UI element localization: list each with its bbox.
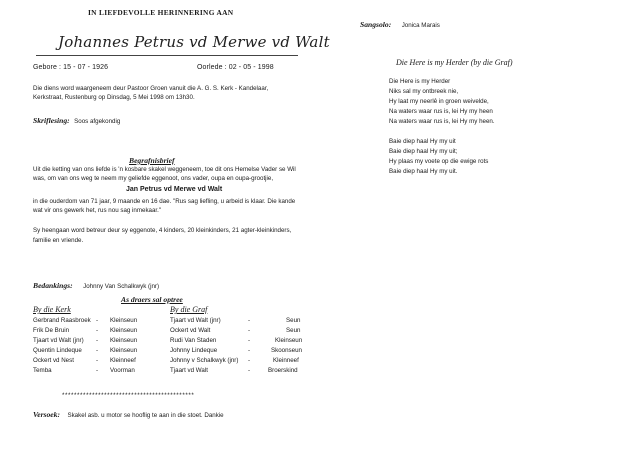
grave-bearer-name: Johnny Lindeque [170,347,218,354]
burial-line-1: Uit die ketting van ons liefde is 'n kosbare skakel weggeneem, toe dit ons Hemelse Vader se Wil [33,166,296,173]
church-bearer-dash: - [96,337,99,344]
burial-title: Begrafnisbrief [129,156,175,165]
grave-bearer-name: Rudi Van Staden [170,337,217,344]
church-header: By die Kerk [33,305,71,314]
thanks-row [33,275,159,293]
solo-text: Jonica Marais [401,22,440,29]
church-bearer-name: Frik De Bruin [33,327,70,334]
bearers-title: As draers sal optree [121,295,183,304]
poem-line: Na waters waar rus is, lei Hy my heen [389,108,493,115]
poem-line: Hy plaas my voete op die ewige rots [389,158,489,165]
church-bearer-name: Ockert vd Nest [33,357,74,364]
church-bearer-relation: Kleinneef [110,357,136,364]
age-line-2: wat vir ons gewerk het, rus nou sag inmekaar." [33,207,162,214]
church-bearer-name: Quentin Lindeque [33,347,82,354]
grave-bearer-relation: Kleinseun [275,337,303,344]
grave-bearer-name: Tjaart vd Walt [170,367,208,374]
scripture-text: Soos afgekondig [74,118,121,125]
deceased-name: Johannes Petrus vd Merwe vd Walt [58,33,330,51]
grave-bearer-name: Johnny v Schalkwyk (jnr) [170,357,239,364]
scripture-row [33,110,120,128]
church-bearer-relation: Kleinseun [110,347,138,354]
poem-line: Hy laat my neerlê in groen weivelde, [389,98,489,105]
grave-bearer-dash: - [248,357,251,364]
grave-bearer-relation: Seun [286,317,301,324]
church-bearer-dash: - [96,367,99,374]
name-divider [36,55,298,56]
request-row [33,404,224,422]
solo-label: Sangsolo: [360,20,392,29]
church-bearer-relation: Kleinseun [110,317,138,324]
thanks-text: Johnny Van Schalkwyk (jnr) [83,283,160,290]
death-date: Oorlede : 02 - 05 - 1998 [197,64,274,71]
grave-bearer-dash: - [248,337,251,344]
church-bearer-dash: - [96,327,99,334]
grave-bearer-dash: - [248,317,251,324]
request-label: Versoek: [33,410,60,419]
poem-line: Baie diep haal Hy my uit; [389,148,458,155]
request-text: Skakel asb. u motor se hooflig te aan in die stoet. Dankie [67,412,224,419]
service-line-2: Kerkstraat, Rustenburg op Dinsdag, 5 Mei 1998 om 13h30. [33,94,195,101]
poem-title: Die Here is my Herder (by die Graf) [396,58,513,67]
memorial-heading: IN LIEFDEVOLLE HERINNERING AAN [88,8,234,17]
grave-bearer-dash: - [248,347,251,354]
grave-bearer-name: Ockert vd Walt [170,327,211,334]
church-bearer-name: Tjaart vd Walt (jnr) [33,337,84,344]
grave-bearer-name: Tjaart vd Walt (jnr) [170,317,221,324]
grave-bearer-relation: Broerskind [268,367,298,374]
church-bearer-relation: Kleinseun [110,337,138,344]
poem-line: Na waters waar rus is, lei Hy my heen. [389,118,495,125]
church-bearer-relation: Voorman [110,367,135,374]
church-bearer-dash: - [96,347,99,354]
poem-line: Die Here is my Herder [389,78,451,85]
solo-row [360,14,440,32]
scripture-label: Skriflesing: [33,116,70,125]
grave-bearer-dash: - [248,367,251,374]
church-bearer-name: Gerbrand Raasbroek [33,317,91,324]
thanks-label: Bedankings: [33,281,73,290]
age-line-1: in die ouderdom van 71 jaar, 9 maande en 16 dae. "Rus sag liefling, u arbeid is klaar. Die kande [33,198,296,205]
church-bearer-dash: - [96,357,99,364]
burial-line-2: was, om van ons weg te neem my geliefde eggenoot, ons vader, oupa en oupa-grootjie, [33,175,274,182]
church-bearer-name: Temba [33,367,52,374]
church-bearer-relation: Kleinseun [110,327,138,334]
mourn-line-1: Sy heengaan word betreur deur sy eggenote, 4 kinders, 20 kleinkinders, 21 agter-kleinkinders, [33,227,292,234]
poem-line: Niks sal my ontbreek nie, [389,88,459,95]
burial-name: Jan Petrus vd Merwe vd Walt [126,186,223,193]
grave-bearer-relation: Kleinneef [273,357,299,364]
star-divider: ******************************************** [62,392,195,399]
grave-bearer-relation: Seun [286,327,301,334]
service-line-1: Die diens word waargeneem deur Pastoor Groen vanuit die A. G. S. Kerk - Kandelaar, [33,85,269,92]
poem-line: Baie diep haal Hy my uit. [389,168,458,175]
grave-header: By die Graf [170,305,208,314]
poem-line: Baie diep haal Hy my uit [389,138,456,145]
grave-bearer-relation: Skoonseun [271,347,302,354]
mourn-line-2: familie en vriende. [33,237,84,244]
church-bearer-dash: - [96,317,99,324]
birth-date: Gebore : 15 - 07 - 1926 [33,64,109,71]
grave-bearer-dash: - [248,327,251,334]
